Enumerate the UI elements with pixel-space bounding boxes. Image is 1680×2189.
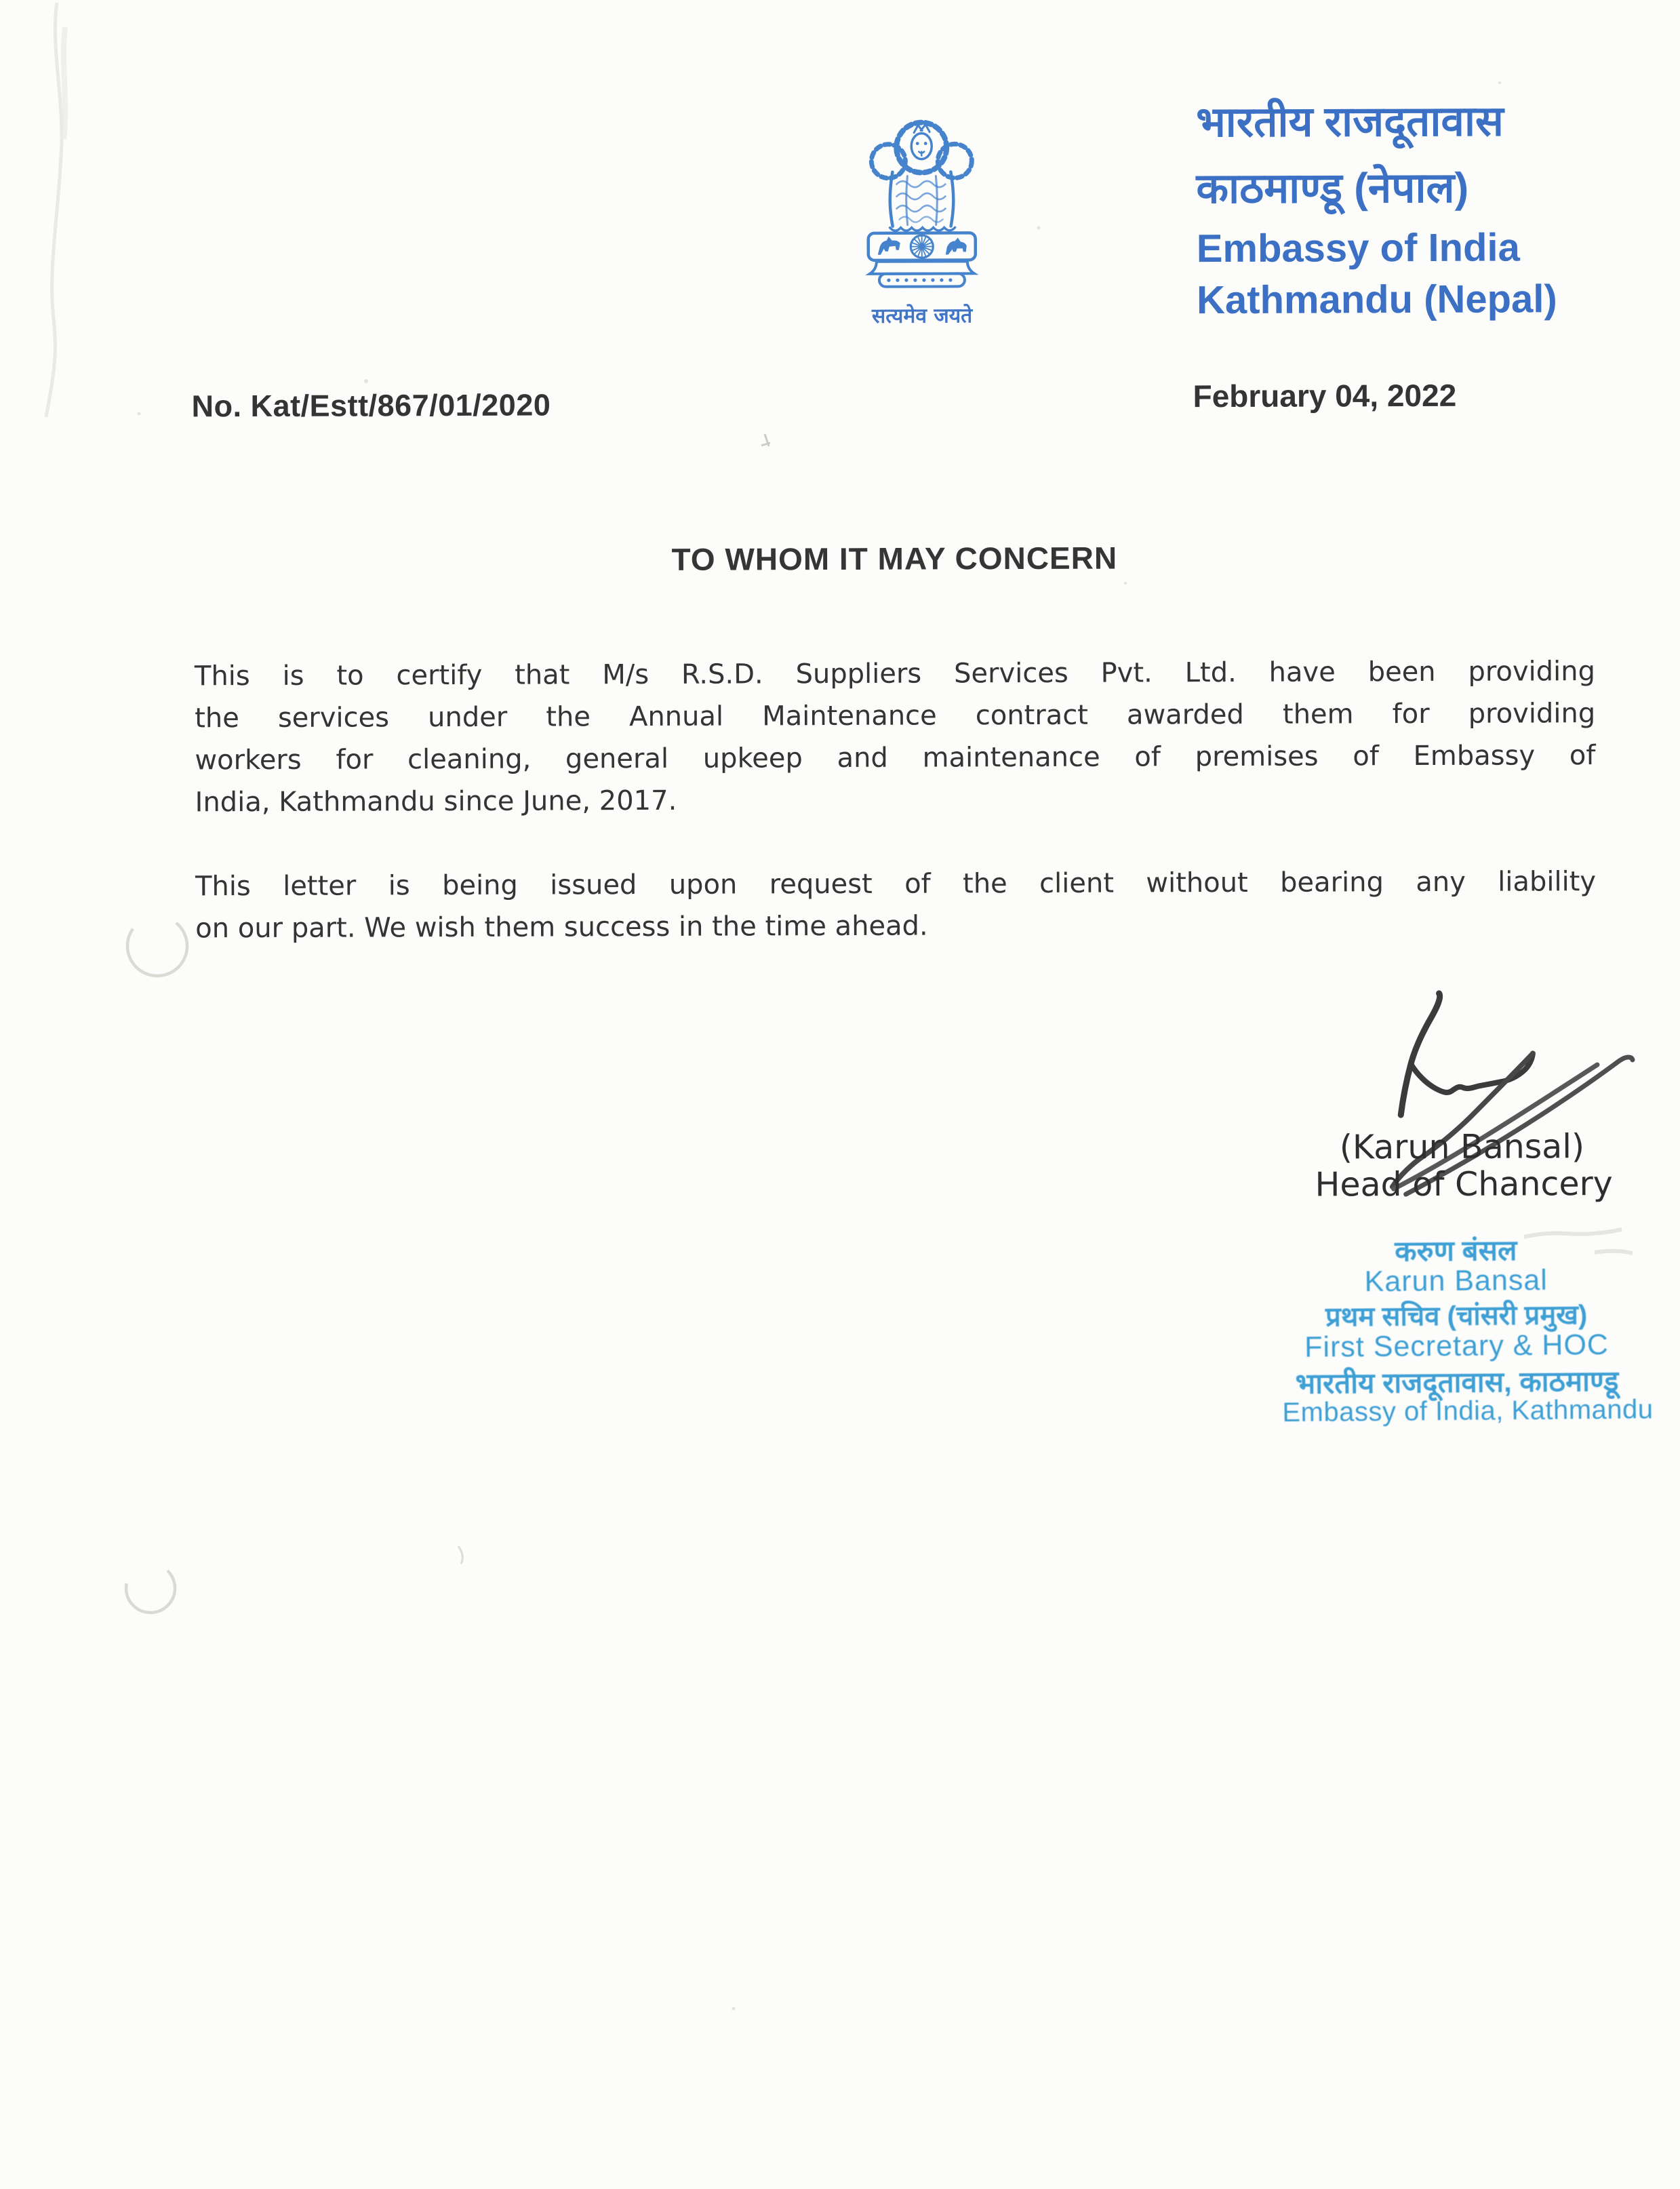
bull-figure <box>946 237 967 254</box>
stamp-line: Embassy of India, Kathmandu <box>1282 1394 1654 1428</box>
stamp-line: भारतीय राजदूतावास, काठमाण्डू <box>1295 1364 1619 1400</box>
org-name-english: Embassy of India <box>1196 225 1520 271</box>
body-line: This is to certify that M/s R.S.D. Suppliers Services Pvt. Ltd. have been providing <box>194 656 1596 692</box>
org-city-hindi: काठमाण्डू (नेपाल) <box>1196 164 1469 213</box>
letter-date: February 04, 2022 <box>1193 377 1457 414</box>
body-line: workers for cleaning, general upkeep and maintenance of premises of Embassy of <box>195 740 1596 776</box>
signature-stroke-stem <box>1401 993 1441 1115</box>
emblem-base <box>870 261 974 287</box>
emblem-motto: सत्यमेव जयते <box>871 304 973 328</box>
horse-figure <box>878 237 900 255</box>
lion-paws <box>890 227 955 231</box>
stamp-line: First Secretary & HOC <box>1304 1328 1609 1364</box>
body-line: India, Kathmandu since June, 2017. <box>195 785 677 819</box>
body-line: on our part. We wish them success in the time ahead. <box>195 910 928 945</box>
stamp-line: प्रथम सचिव (चांसरी प्रमुख) <box>1325 1300 1588 1333</box>
lion-body <box>890 172 954 226</box>
signatory-title: Head of Chancery <box>1315 1164 1613 1204</box>
subject-line: TO WHOM IT MAY CONCERN <box>671 540 1118 577</box>
abacus <box>868 233 976 260</box>
body-line: This letter is being issued upon request of the client without bearing any liability <box>195 866 1597 903</box>
lion-head <box>911 125 932 159</box>
stamp-line: करुण बंसल <box>1395 1234 1517 1267</box>
reference-number: No. Kat/Estt/867/01/2020 <box>191 387 551 424</box>
org-city-english: Kathmandu (Nepal) <box>1196 277 1557 323</box>
signatory-name: (Karun Bansal) <box>1339 1127 1585 1167</box>
ashoka-emblem <box>849 94 995 298</box>
office-stamp <box>1281 1224 1654 1430</box>
chakra-wheel <box>911 235 933 258</box>
body-line: the services under the Annual Maintenance contract awarded them for providing <box>195 698 1596 734</box>
org-name-hindi: भारतीय राजदूतावास <box>1196 98 1504 146</box>
stamp-line: Karun Bansal <box>1364 1263 1548 1299</box>
